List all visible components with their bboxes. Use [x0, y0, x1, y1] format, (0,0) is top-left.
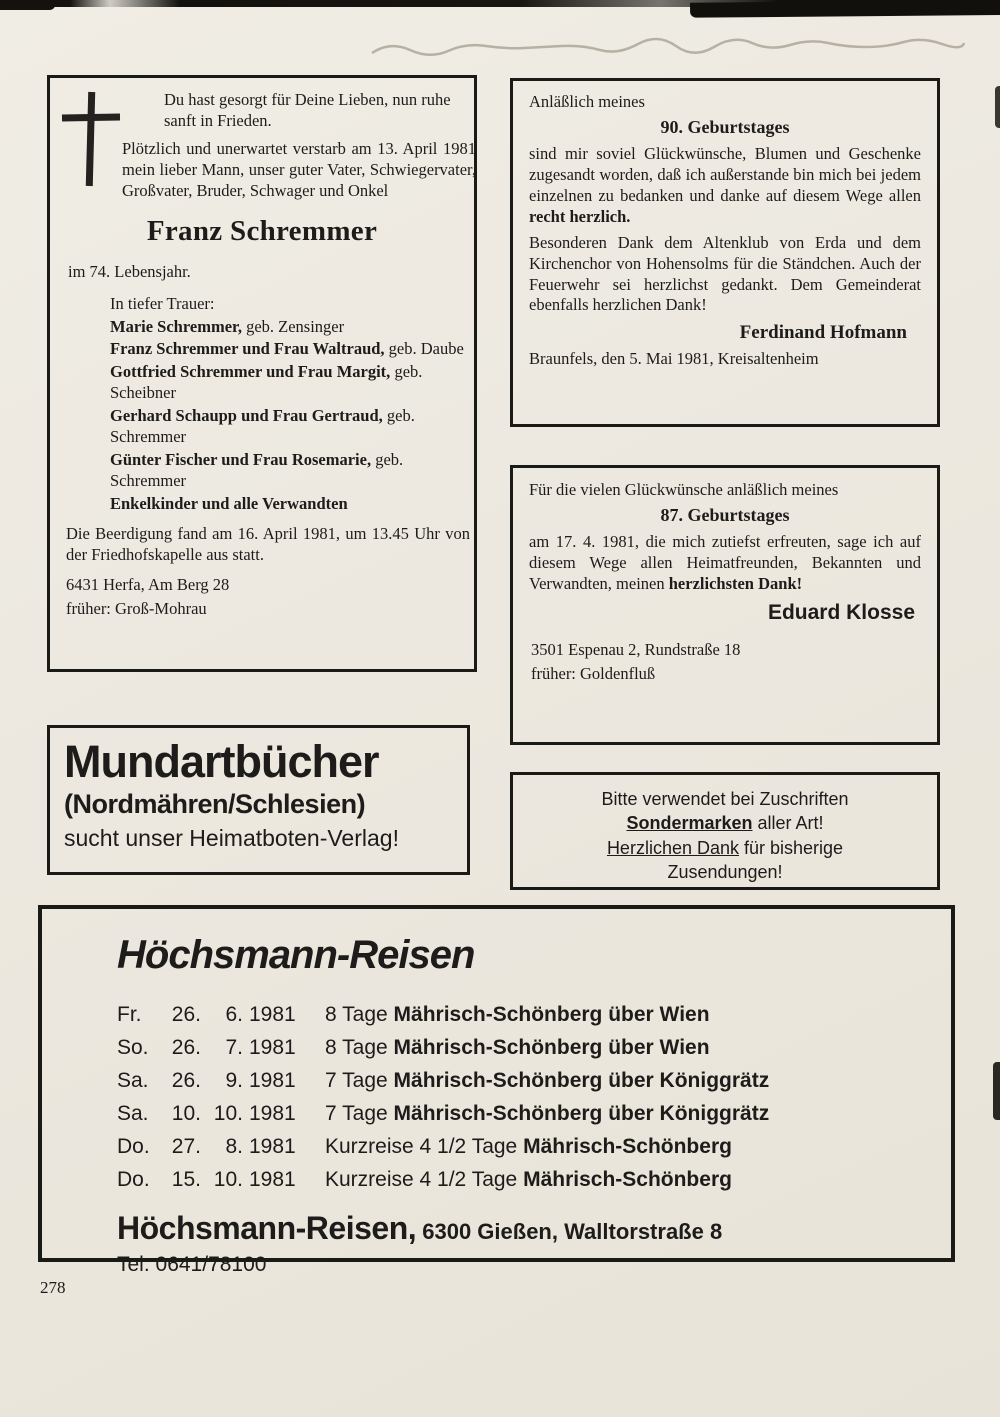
thanks87-intro: Für die vielen Glückwünsche anläßlich meines: [529, 480, 839, 499]
trip-duration: 8 Tage: [325, 1036, 394, 1059]
trip-description: [305, 1130, 915, 1163]
scan-artifact-top-right: [690, 0, 1000, 18]
trip-duration: 7 Tage: [325, 1069, 394, 1092]
trip-description: [305, 1097, 915, 1130]
trip-description: [305, 1031, 915, 1064]
mourner-name: Franz Schremmer und Frau Waltraud,: [110, 339, 385, 359]
trip-weekday: Fr.: [117, 1003, 142, 1026]
trip-duration: 7 Tage: [325, 1102, 394, 1125]
trip-day: 27.: [171, 1135, 201, 1158]
thanks90-title: 90. Geburtstages: [660, 116, 790, 137]
mourner-maiden-name: geb. Zensinger: [246, 316, 345, 336]
mourner-row: [110, 406, 466, 448]
thanks87-former-residence: früher: Goldenfluß: [531, 664, 656, 684]
page-number: 278: [40, 1278, 66, 1297]
stamps-line3-rest: für bisherige: [739, 837, 844, 858]
thanks-notice-90: [510, 78, 940, 427]
mourner-row: [110, 494, 466, 515]
trip-destination: Mährisch-Schönberg: [523, 1168, 732, 1191]
trip-description: [305, 998, 915, 1031]
trip-year: 1981: [249, 1168, 296, 1191]
trip-weekday: Do.: [117, 1135, 150, 1158]
scan-artifact-right-edge-2: [995, 86, 1000, 128]
trip-month: 10.: [213, 1102, 243, 1125]
obituary-notice: [47, 75, 477, 672]
trip-row: [117, 998, 915, 1031]
trip-year: 1981: [249, 1102, 296, 1125]
mourner-row: [110, 362, 466, 404]
mourner-name: Gottfried Schremmer und Frau Margit,: [110, 362, 391, 382]
trip-month: 7.: [225, 1036, 243, 1059]
trip-weekday: Sa.: [117, 1069, 149, 1092]
trip-row: [117, 1130, 915, 1163]
trip-description: [305, 1064, 915, 1097]
mourner-maiden-name: geb. Scheibner: [110, 362, 423, 403]
mourner-name: Günter Fischer und Frau Rosemarie,: [110, 450, 372, 470]
obituary-age-line: im 74. Lebensjahr.: [68, 261, 191, 281]
trip-month: 10.: [213, 1168, 243, 1191]
thanks-notice-87: [510, 465, 940, 745]
trip-month: 6.: [225, 1003, 243, 1026]
mundart-subtitle: (Nordmähren/Schlesien): [64, 788, 366, 819]
travel-company-name: Höchsmann-Reisen,: [117, 1210, 417, 1246]
mourner-name: Enkelkinder und alle Verwandten: [110, 494, 348, 514]
obituary-epitaph: Du hast gesorgt für Deine Lieben, nun ruhe sanft in Frieden.: [164, 90, 451, 130]
trip-row: [117, 1031, 915, 1064]
travel-title: Höchsmann-Reisen: [117, 933, 475, 977]
trip-day: 10.: [171, 1102, 201, 1125]
mourner-list: [110, 317, 466, 516]
scan-squiggle-line: [372, 33, 992, 63]
trip-day: 15.: [171, 1168, 201, 1191]
trip-weekday: Sa.: [117, 1102, 149, 1125]
mourner-row: [110, 317, 466, 338]
trip-row: [117, 1064, 915, 1097]
trip-day: 26.: [171, 1069, 201, 1092]
trip-row: [117, 1097, 915, 1130]
thanks90-body1: [529, 144, 921, 228]
trip-destination: Mährisch-Schönberg über Wien: [393, 1036, 710, 1059]
mourner-row: [110, 450, 466, 492]
stamps-line2-keyword: Sondermarken: [626, 813, 753, 834]
obituary-intro: Plötzlich und unerwartet verstarb am 13. April 1981 mein lieber Mann, unser guter Vater, Schwiegervater, Großvater, Bruder, Schwager und Onkel: [122, 138, 476, 200]
thanks87-signature: Eduard Klosse: [767, 600, 915, 624]
thanks90-place-line: Braunfels, den 5. Mai 1981, Kreisaltenheim: [529, 348, 819, 368]
trip-year: 1981: [249, 1036, 296, 1059]
deceased-name: Franz Schremmer: [146, 214, 378, 247]
trip-month: 8.: [225, 1135, 243, 1158]
trip-destination: Mährisch-Schönberg: [523, 1135, 732, 1158]
stamps-line1: Bitte verwendet bei Zuschriften: [601, 789, 849, 809]
trip-destination: Mährisch-Schönberg über Königgrätz: [393, 1102, 770, 1125]
trip-year: 1981: [249, 1003, 296, 1026]
trip-day: 26.: [171, 1003, 201, 1026]
mourner-row: [110, 339, 466, 360]
trip-destination: Mährisch-Schönberg über Wien: [393, 1003, 710, 1026]
thanks87-body-text: am 17. 4. 1981, die mich zutiefst erfreuten, sage ich auf diesem Wege allen Heimatfreunden, Bekannten und Verwandten, meinen: [529, 531, 921, 593]
mourner-maiden-name: geb. Schremmer: [110, 406, 415, 447]
mourner-name: Gerhard Schaupp und Frau Gertraud,: [110, 406, 383, 426]
stamps-notice: [510, 772, 940, 890]
thanks90-body2: Besonderen Dank dem Altenklub von Erda und dem Kirchenchor von Hohensolms für die Ständchen. Auch der Feuerwehr sei herzlichst gedankt. Dem Gemeinderat ebenfalls herzlichen Dank!: [529, 232, 921, 315]
obituary-address: 6431 Herfa, Am Berg 28: [66, 574, 230, 594]
thanks87-body: [529, 532, 921, 595]
stamps-line3-keyword: Herzlichen Dank: [606, 837, 739, 858]
funeral-info: Die Beerdigung fand am 16. April 1981, um 13.45 Uhr von der Friedhofskapelle aus statt.: [66, 524, 470, 565]
scan-artifact-right-edge: [993, 1062, 1000, 1120]
trip-weekday: So.: [117, 1036, 149, 1059]
mourner-maiden-name: geb. Schremmer: [110, 450, 404, 491]
thanks90-intro: Anläßlich meines: [529, 92, 645, 111]
trip-duration: Kurzreise 4 1/2 Tage: [325, 1135, 524, 1158]
trip-month: 9.: [225, 1069, 243, 1092]
mundart-title: Mundartbücher: [64, 736, 379, 787]
trip-description: [305, 1163, 915, 1196]
travel-company-address: 6300 Gießen, Walltorstraße 8: [416, 1219, 723, 1244]
trip-weekday: Do.: [117, 1168, 150, 1191]
trip-year: 1981: [249, 1135, 296, 1158]
thanks90-body1-text: sind mir soviel Glückwünsche, Blumen und Geschenke zugesandt worden, daß ich außerstande bin mich bei jedem einzelnen zu bedanken und danke auf diesem Wege allen: [529, 143, 921, 205]
thanks90-body1-bold: recht herzlich.: [529, 206, 631, 226]
stamps-line2: [523, 811, 927, 835]
stamps-line2-rest: aller Art!: [752, 813, 824, 834]
stamps-line3: [523, 836, 927, 860]
obituary-mourning-label: In tiefer Trauer:: [110, 293, 215, 313]
trip-duration: 8 Tage: [325, 1003, 394, 1026]
trip-duration: Kurzreise 4 1/2 Tage: [325, 1168, 524, 1191]
thanks87-body-bold: herzlichsten Dank!: [668, 573, 803, 593]
travel-footer: [117, 1210, 915, 1247]
scan-artifact-top-left: [0, 0, 55, 10]
stamps-line4: Zusendungen!: [667, 861, 783, 882]
mourner-maiden-name: geb. Daube: [388, 339, 464, 359]
mundart-ad: [47, 725, 470, 875]
travel-phone: Tel. 0641/78100: [117, 1253, 267, 1276]
trip-table: [117, 998, 915, 1196]
travel-ad: [38, 905, 955, 1276]
trip-year: 1981: [249, 1069, 296, 1092]
trip-destination: Mährisch-Schönberg über Königgrätz: [393, 1069, 770, 1092]
trip-row: [117, 1163, 915, 1196]
obituary-former-residence: früher: Groß-Mohrau: [66, 598, 207, 618]
thanks87-address: 3501 Espenau 2, Rundstraße 18: [531, 640, 741, 660]
thanks87-title: 87. Geburtstages: [660, 504, 790, 525]
cross-icon: [62, 92, 120, 186]
trip-day: 26.: [171, 1036, 201, 1059]
mundart-line: sucht unser Heimatboten-Verlag!: [64, 824, 399, 851]
thanks90-signature: Ferdinand Hofmann: [739, 322, 907, 344]
mourner-name: Marie Schremmer,: [110, 316, 242, 336]
